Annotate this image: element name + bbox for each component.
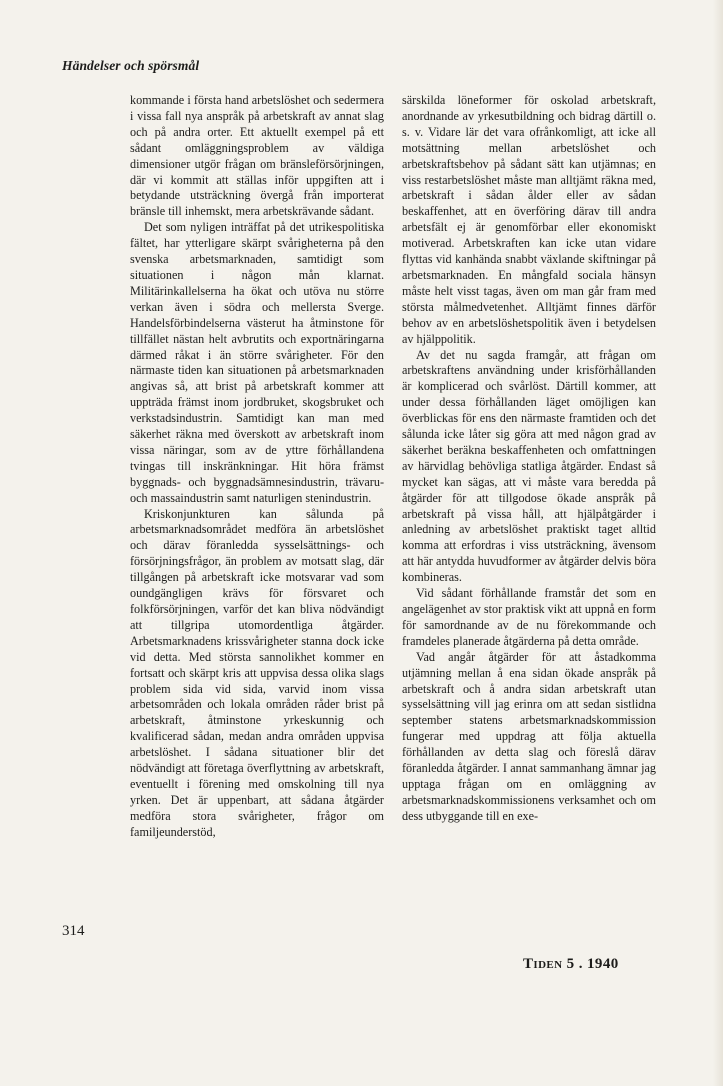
paragraph: Vad angår åtgärder för att åstadkomma utjämning mellan å ena sidan ökade anspråk på arbetskraft och å andra sidan arbetskraft utan sysselsättning vill jag erinra om att sedan sistlidna september statens arbetsmarknadskommission fungerar med uppdrag att följa aktuella förhållanden av detta slag och föreslå därav föranledda åtgärder. I annat sammanhang ämnar jag upptaga frågan om en omläggning av arbetsmarknadskommissionens verksamhet och om dess utbyggande till en exe- [402,649,656,823]
paragraph: Kriskonjunkturen kan sålunda på arbetsmarknadsområdet medföra än arbetslöshet och därav föranledda sysselsättnings- och försörjningsfrågor, än problem av motsatt slag, där tillgången på arbetskraft icke motsvarar vad som oundgängligen krävs för försvaret och folkförsörjningen, varför det kan bliva nödvändigt att tillgripa utomordentliga åtgärder. Arbetsmarknadens krissvårigheter stanna dock icke vid detta. Med största sannolikhet kommer en fortsatt och skärpt kris att uppvisa dessa olika slags problem sida vid sida, varvid inom vissa arbetsområden och lokala områden råder brist på arbetskraft, åtminstone yrkeskunnig och kvalificerad sådan, medan andra områden uppvisa arbetslöshet. I sådana situationer blir det nödvändigt att företaga överflyttning av arbetskraft, eventuellt i förening med omskolning till nya yrken. Det är uppenbart, att sådana åtgärder medföra stora svårigheter, frågor om familjeunderstöd, [130,506,384,839]
paragraph: särskilda löneformer för oskolad arbetskraft, anordnande av yrkesutbildning och bidrag därtill o. s. v. Vidare lär det vara ofrånkomligt, att icke all motsättning mellan arbetslöshet och arbetskraftsbehov på sådant sätt kan utjämnas; en viss restarbetslöshet måste man alltjämt räkna med, arbetskraft i sådan ålder eller av sådan beskaffenhet, att en överföring därav till andra arbetsfält ej är genomförbar eller ekonomiskt motiverad. Arbetskraften kan icke utan vidare flyttas vid kanhända snabbt växlande skiftningar på arbetsmarknaden. En mångfald sociala hänsyn måste helt visst tagas, även om man går fram med största målmedvetenhet. Alltjämt finnes därför behov av en arbetslöshetspolitik även i betydelsen av hjälppolitik. [402,93,656,346]
page-edge-shadow [713,0,723,1086]
paragraph: Det som nyligen inträffat på det utrikespolitiska fältet, har ytterligare skärpt svårigheterna på den svenska arbetsmarknaden, samtidigt som situationen i någon mån klarnat. Militärinkallelserna ha ökat och utöva nu större verkan även i södra och mellersta Sverge. Handelsförbindelserna västerut ha åtminstone för tillfället nästan helt avbrutits och exportnäringarna därmed råkat i än större svårigheter. För den närmaste tiden kan situationen på arbetsmarknaden angivas så, att brist på arbetskraft kommer att uppträda främst inom jordbruket, skogsbruket och verkstadsindustrin. Samtidigt kan man med säkerhet räkna med överskott av arbetskraft inom vissa näringar, som av de yttre förhållandena tvingas till inskränkningar. Hit höra främst byggnads- och byggnadsämnesindustrin, trävaru- och massaindustrin samt naturligen stenindustrin. [130,220,384,505]
paragraph: Av det nu sagda framgår, att frågan om arbetskraftens användning under krisförhållanden är komplicerad och svårlöst. Därtill kommer, att under dessa förhållanden läget omöjligen kan överblickas för ens den närmaste framtiden och det sålunda icke låter sig göra att med någon grad av säkerhet beräkna beskaffenheten och omfattningen av härvidlag behövliga statliga åtgärder. Endast så mycket kan sägas, att vi måste vara beredda på åtgärder för att tillgodose ökade anspråk på arbetskraft på vissa håll, att hjälpåtgärder i anledning av arbetslöshet praktiskt taget alltid komma att erfordras i viss utsträckning, ävensom att här antydda huvudformer av åtgärder delvis böra kombineras. [402,347,656,585]
paragraph: Vid sådant förhållande framstår det som en angelägenhet av stor praktisk vikt att uppnå en form för samordnande av de nu förekommande och framdeles planerade åtgärderna på detta område. [402,586,656,648]
left-column [130,93,384,841]
journal-footer [523,956,619,973]
journal-name: Tiden [523,956,563,972]
paragraph: kommande i första hand arbetslöshet och sedermera i vissa fall nya anspråk på arbetskraft av annat slag och på andra orter. Ett aktuellt exempel på ett sådant omläggningsproblem av väldiga dimensioner utgör frågan om bränsleförsörjningen, där vi kommit att ställas inför uppgiften att i betydande utsträckning övergå från importerat bränsle till inhemskt, mera arbetskrävande sådant. [130,93,384,219]
journal-issue: 5 . 1940 [566,956,619,972]
page-number: 314 [62,923,85,939]
right-column [402,93,656,825]
running-head: Händelser och spörsmål [62,58,200,73]
